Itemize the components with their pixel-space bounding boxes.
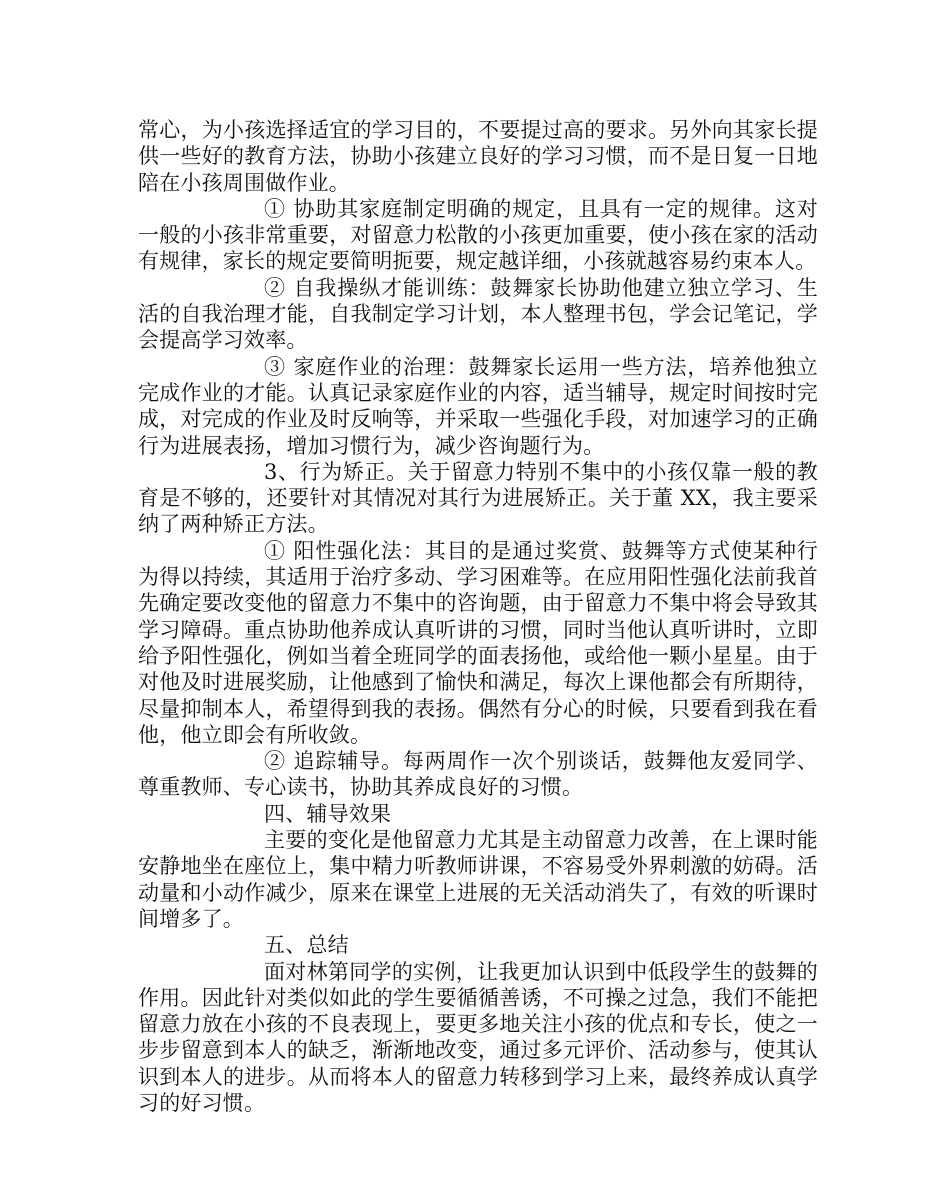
paragraph-self-control: ② 自我操纵才能训练：鼓舞家长协助他建立独立学习、生活的自我治理才能，自我制定学习计划，本人整理书包，学会记笔记，学会提高学习效率。 — [138, 275, 818, 353]
paragraph-follow-up: ② 追踪辅导。每两周作一次个别谈话，鼓舞他友爱同学、尊重教师、专心读书，协助其养成良好的习惯。 — [138, 749, 818, 800]
paragraph-summary: 面对林第同学的实例，让我更加认识到中低段学生的鼓舞的作用。因此针对类似如此的学生要循循善诱，不可操之过急，我们不能把留意力放在小孩的不良表现上，要更多地关注小孩的优点和专长，使之一步步留意到本人的缺乏，渐渐地改变，通过多元评价、活动参与，使其认识到本人的进步。从而将本人的留意力转移到学习上来，最终养成认真学习的好习惯。 — [138, 959, 818, 1115]
paragraph-positive-reinforcement: ① 阳性强化法：其目的是通过奖赏、鼓舞等方式使某种行为得以持续，其适用于治疗多动、学习困难等。在应用阳性强化法前我首先确定要改变他的留意力不集中的咨询题，由于留意力不集中将会导致其学习障碍。重点协助他养成认真听讲的习惯，同时当他认真听讲时，立即给予阳性强化，例如当着全班同学的面表扬他，或给他一颗小星星。由于对他及时进展奖励，让他感到了愉快和满足，每次上课他都会有所期待，尽量抑制本人，希望得到我的表扬。偶然有分心的时候，只要看到我在看他，他立即会有所收敛。 — [138, 538, 818, 747]
paragraph-family-rules: ① 协助其家庭制定明确的规定，且具有一定的规律。这对一般的小孩非常重要，对留意力松散的小孩更加重要，使小孩在家的活动有规律，家长的规定要简明扼要，规定越详细，小孩就越容易约束本人。 — [138, 196, 818, 274]
section-heading-summary: 五、总结 — [264, 933, 349, 958]
paragraph-continuation: 常心，为小孩选择适宜的学习目的，不要提过高的要求。另外向其家长提供一些好的教育方法，协助小孩建立良好的学习习惯，而不是日复一日地陪在小孩周围做作业。 — [138, 118, 818, 195]
paragraph-homework: ③ 家庭作业的治理：鼓舞家长运用一些方法，培养他独立完成作业的才能。认真记录家庭作业的内容，适当辅导，规定时间按时完成，对完成的作业及时反响等，并采取一些强化手段，对加速学习的正确行为进展表扬，增加习惯行为，减少咨询题行为。 — [138, 354, 818, 458]
section-heading-effects: 四、辅导效果 — [264, 801, 392, 826]
paragraph-behavior-correction: 3、行为矫正。关于留意力特别不集中的小孩仅靠一般的教育是不够的，还要针对其情况对其行为进展矫正。关于董 XX，我主要采纳了两种矫正方法。 — [138, 459, 818, 537]
document-page — [138, 117, 818, 1116]
paragraph-effects: 主要的变化是他留意力尤其是主动留意力改善，在上课时能安静地坐在座位上，集中精力听教师讲课，不容易受外界刺激的妨碍。活动量和小动作减少，原来在课堂上进展的无关活动消失了，有效的听课时间增多了。 — [138, 828, 818, 931]
